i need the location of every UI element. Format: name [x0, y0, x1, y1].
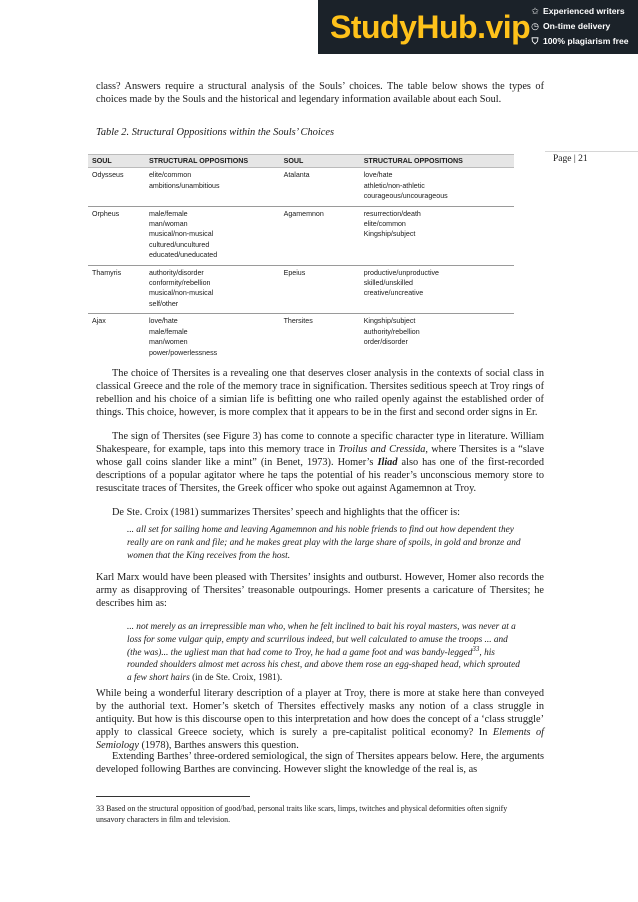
opposition: ambitions/unambitious [148, 181, 220, 190]
table-header-row [88, 155, 514, 168]
body-paragraph-5 [96, 687, 544, 752]
header-oppositions: STRUCTURAL OPPOSITIONS [360, 155, 514, 168]
opposition: male/female [148, 327, 188, 336]
opposition: elite/common [148, 171, 192, 180]
oppositions-cell [360, 168, 514, 206]
perk-item [530, 4, 629, 19]
perk-list [530, 4, 629, 49]
soul-cell: Atalanta [280, 168, 360, 206]
text-run: The sign of Thersites (see Figure 3) has come to connote a specific character type in literature. William Shakespeare, for example, taps into this memory trace in [96, 431, 544, 455]
star-icon: ✩ [531, 6, 539, 16]
oppositions-cell [145, 265, 280, 314]
oppositions-cell [145, 168, 280, 206]
soul-cell: Epeius [280, 265, 360, 314]
body-paragraph-2 [96, 430, 544, 495]
footnote [96, 803, 536, 825]
table-row [88, 314, 514, 362]
work-title: Elements of Semiology [96, 727, 545, 751]
opposition: male/female [148, 209, 188, 218]
text-run: , his rounded shoulders almost met across his chest, and above them rose an egg-shaped head, which sprouted a few short hairs [127, 647, 520, 684]
opposition: Kingship/subject [363, 230, 416, 239]
opposition: love/hate [363, 171, 393, 180]
oppositions-cell [145, 206, 280, 265]
block-quote-1: ... all set for sailing home and leaving Agamemnon and his noble friends to find out how dependent they really are on rank and file; and he makes great play with the large share of spoils, in gold and bronze and women that the King receives from the host. [127, 525, 521, 561]
table-caption: Table 2. Structural Oppositions within the Souls’ Choices [96, 127, 335, 138]
opposition: man/woman [148, 220, 188, 229]
soul-cell: Thersites [283, 317, 313, 326]
table-row [88, 206, 514, 265]
oppositions-table [88, 154, 514, 362]
brand-name: StudyHub [330, 8, 478, 45]
perk-label: Experienced writers [543, 6, 625, 16]
footnote-divider [96, 796, 250, 797]
opposition: power/powerlessness [148, 348, 218, 357]
perk-item [530, 19, 629, 34]
clock-icon: ◷ [531, 21, 539, 31]
opposition: resurrection/death [363, 209, 421, 218]
soul-cell: Orpheus [88, 206, 145, 265]
studyhub-banner[interactable] [318, 0, 638, 54]
opposition: cultured/uncultured [148, 240, 210, 249]
text-run: (1978), Barthes answers this question. [138, 740, 299, 751]
text-run: , where Thersites is a “slave whose gall coins slander like a mint” (in Benet, 1973). Homer’s [96, 444, 545, 468]
footnote-number: 33 [96, 804, 105, 813]
opposition: musical/non-musical [148, 230, 214, 239]
header-oppositions: STRUCTURAL OPPOSITIONS [145, 155, 280, 168]
block-quote-2 [127, 621, 523, 685]
opposition: love/hate [148, 317, 178, 326]
opposition: authority/disorder [148, 268, 204, 277]
opposition: musical/non-musical [148, 289, 214, 298]
soul-cell: Thamyris [88, 265, 145, 314]
opposition: Kingship/subject [363, 317, 416, 326]
oppositions-cell [360, 314, 514, 362]
brand-logo[interactable] [318, 9, 530, 46]
perk-label: 100% plagiarism free [543, 36, 629, 46]
opposition: authority/rebellion [363, 327, 420, 336]
opposition: creative/uncreative [363, 289, 424, 298]
citation: (in de Ste. Croix, 1981). [189, 673, 283, 684]
soul-cell: Odysseus [88, 168, 145, 206]
page-number: Page | 21 [553, 154, 588, 164]
brand-suffix: .vip [477, 8, 531, 45]
text-run: ... not merely as an irrepressible man who, when he felt inclined to bait his royal masters, was never at a loss for some vulgar quip, empty and scurrilous indeed, but well calculated to amuse the troops ... and (the was)... the ugliest man that had come to Troy, he had a game foot and was bandy-legged [127, 622, 516, 658]
body-paragraph-1: The choice of Thersites is a revealing one that deserves closer analysis in the contexts of social class in classical Greece and the role of the memory trace in signification. Thersites seditious speech at Troy rings of rebellion and his choice of a simian life is befitting one who railed openly against the established order of things. This choice, however, is more complex that it appears to be in the first and second order signs in Er. [96, 368, 544, 418]
perk-item [530, 34, 629, 49]
opposition: elite/common [363, 220, 406, 229]
header-soul: SOUL [88, 155, 145, 168]
shield-icon: ⛉ [531, 36, 539, 46]
text-run: While being a wonderful literary description of a player at Troy, there is more at stake here than conveyed by the authorial text. Homer’s sketch of Thersites effectively masks any notion of a class struggle in antiquity. But how is this discourse open to this interpretation and how does the concept of a ‘class struggle’ apply to classical Greece society, which is surely a pre-capitalist political economy? In [96, 688, 544, 738]
opposition: productive/unproductive [363, 268, 440, 277]
soul-cell: Ajax [92, 317, 106, 326]
work-title: Iliad [377, 457, 398, 468]
oppositions-cell [360, 265, 514, 314]
oppositions-cell [145, 314, 280, 362]
body-paragraph-3: De Ste. Croix (1981) summarizes Thersites’ speech and highlights that the officer is: [112, 507, 461, 518]
opposition: courageous/uncourageous [363, 192, 448, 201]
opposition: skilled/unskilled [363, 279, 413, 288]
opposition: self/other [148, 299, 179, 308]
table-row [88, 168, 514, 206]
opposition: man/women [148, 338, 188, 347]
table-row [88, 265, 514, 314]
body-paragraph-4: Karl Marx would have been pleased with Thersites’ insights and outburst. However, Homer also records the army as disapproving of Thersites’ treasonable outpourings. Homer presents a caricature of Thersites; he describes him as: [96, 572, 544, 609]
opposition: educated/uneducated [148, 251, 218, 260]
perk-label: On-time delivery [543, 21, 611, 31]
text-run: also has one of the first-recorded descriptions of a popular agitator where he taps the potential of his reader’s unconscious memory store to resuscitate traces of Thersites, the Greek officer who spoke out against Agamemnon at Troy. [96, 457, 545, 494]
footnote-ref[interactable]: 33 [472, 644, 480, 653]
intro-paragraph: class? Answers require a structural analysis of the Souls’ choices. The table below shows the types of choices made by the Souls and the historical and legendary information available about each Soul. [96, 81, 544, 105]
soul-cell: Agamemnon [280, 206, 360, 265]
work-title: Troilus and Cressida [338, 444, 426, 455]
body-paragraph-6: Extending Barthes’ three-ordered semiological, the sign of Thersites appears below. Here, the arguments developed following Barthes are convincing. However slight the knowledge of the real is, as [96, 751, 544, 775]
opposition: athletic/non-athletic [363, 181, 425, 190]
footnote-text: Based on the structural opposition of good/bad, personal traits like scars, limps, twitches and physical deformities often signify unsavory characters in film and television. [96, 804, 508, 824]
opposition: conformity/rebellion [148, 279, 211, 288]
header-soul: SOUL [280, 155, 360, 168]
page-number-rule [545, 151, 638, 152]
opposition: order/disorder [363, 338, 408, 347]
oppositions-cell [360, 206, 514, 265]
